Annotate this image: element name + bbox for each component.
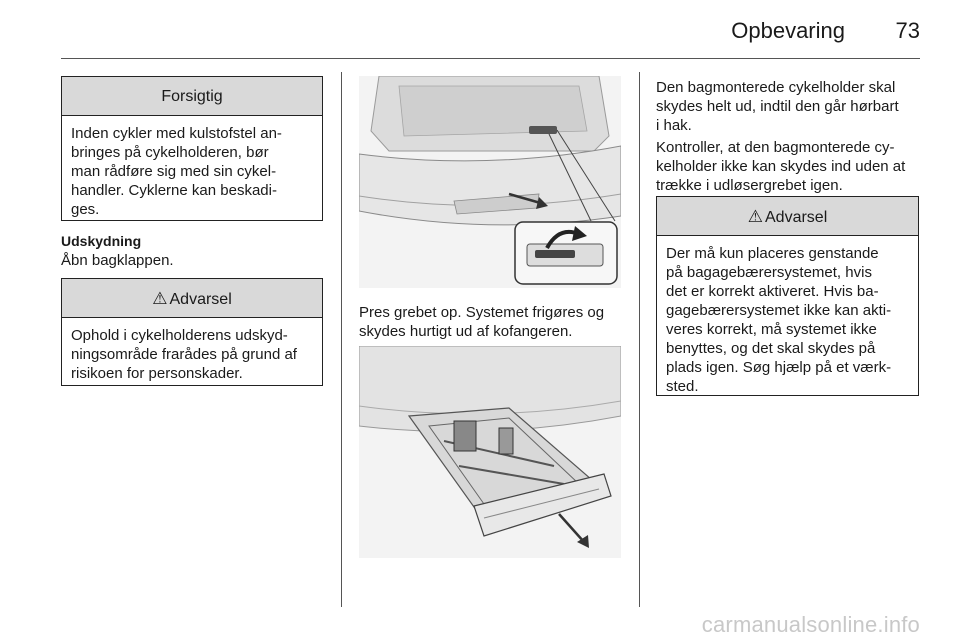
warning-heading-right (657, 197, 918, 236)
caution-box (61, 76, 323, 221)
caution-heading: Forsigtig (62, 77, 322, 116)
caption-line: Pres grebet op. Systemet frigøres og (359, 304, 605, 321)
warning-box-right (656, 196, 919, 396)
caution-body (62, 116, 322, 227)
right-para1-line: Den bagmonterede cykelholder skal (656, 79, 896, 96)
right-para2-line: kelholder ikke kan skydes ind uden at (656, 158, 906, 175)
warning-line: plads igen. Søg hjælp på et værk- (666, 359, 892, 376)
column-divider-right (639, 72, 640, 607)
caption-line: skydes hurtigt ud af kofangeren. (359, 323, 573, 340)
section-udskydning (61, 232, 323, 270)
warning-line: sted. (666, 378, 699, 395)
warning-triangle-icon: ⚠ (747, 207, 763, 226)
warning-line: veres korrekt, må systemet ikke (666, 321, 877, 338)
column-divider-left (341, 72, 342, 607)
section-text: Åbn bagklappen. (61, 252, 174, 269)
warning-line: risikoen for personskader. (71, 365, 243, 382)
right-para2-line: Kontroller, at den bagmonterede cy- (656, 139, 895, 156)
warning-line: Ophold i cykelholderens udskyd- (71, 327, 288, 344)
warning-line: på bagagebærersystemet, hvis (666, 264, 872, 281)
caution-line: Inden cykler med kulstofstel an- (71, 125, 282, 142)
warning-line: Der må kun placeres genstande (666, 245, 879, 262)
carrier-drawing (359, 346, 621, 558)
illustration-extended-carrier (359, 346, 621, 558)
section-heading: Udskydning (61, 233, 142, 249)
illustration-release-handle (359, 76, 621, 288)
warning-heading-text: Advarsel (765, 209, 828, 226)
warning-heading-left (62, 279, 322, 318)
right-para1-line: i hak. (656, 117, 692, 134)
caution-line: man rådføre sig med sin cykel- (71, 163, 277, 180)
bumper-handle-drawing (359, 76, 621, 288)
warning-line: gagebærersystemet ikke kan akti- (666, 302, 892, 319)
warning-line: ningsområde frarådes på grund af (71, 346, 297, 363)
middle-caption (359, 303, 631, 341)
caution-line: handler. Cyklerne kan beskadi- (71, 182, 277, 199)
page-title: Opbevaring (731, 18, 845, 43)
page-header (0, 0, 960, 62)
warning-line: det er korrekt aktiveret. Hvis ba- (666, 283, 879, 300)
warning-box-left (61, 278, 323, 386)
right-paragraph-1 (656, 78, 926, 135)
page-number: 73 (895, 18, 920, 43)
right-para2-line: trække i udløsergrebet igen. (656, 177, 843, 194)
warning-body-right (657, 236, 918, 404)
caution-line: ges. (71, 201, 100, 218)
warning-body-left (62, 318, 322, 391)
right-para1-line: skydes helt ud, indtil den går hørbart (656, 98, 899, 115)
watermark: carmanualsonline.info (701, 612, 920, 637)
header-rule (61, 58, 920, 59)
warning-triangle-icon: ⚠ (152, 289, 168, 308)
right-paragraph-2 (656, 138, 926, 195)
warning-line: benyttes, og det skal skydes på (666, 340, 876, 357)
caution-line: bringes på cykelholderen, bør (71, 144, 269, 161)
warning-heading-text: Advarsel (169, 291, 232, 308)
